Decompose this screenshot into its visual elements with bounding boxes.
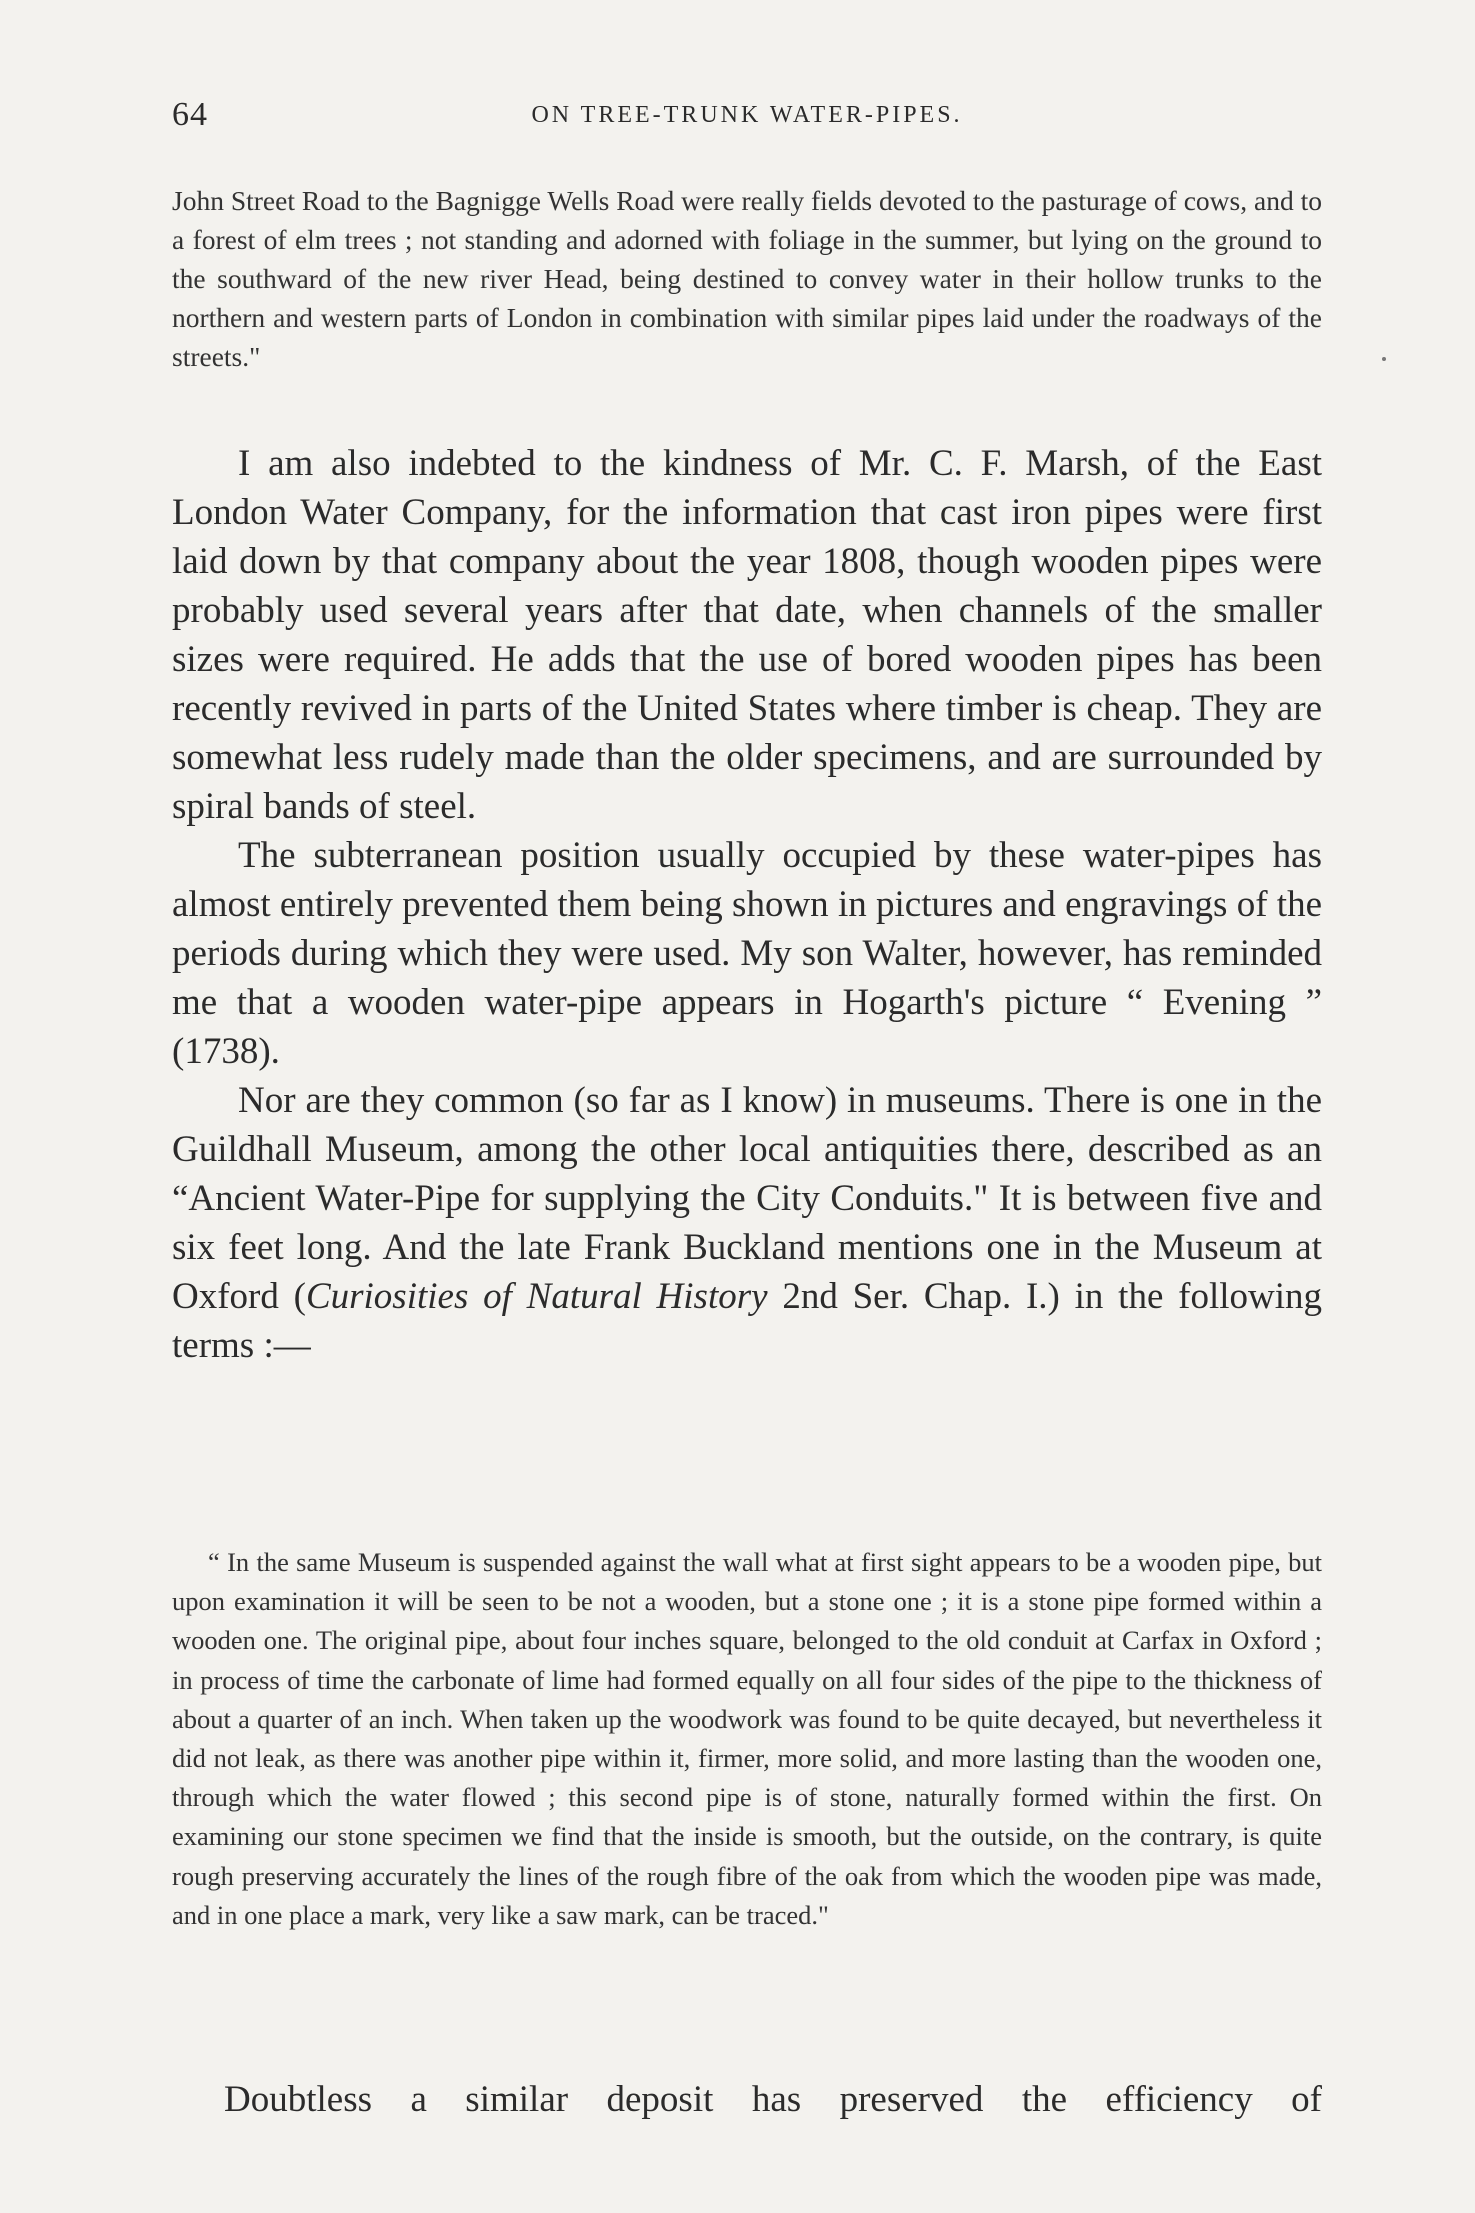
paragraph-museums-text-2: 2nd Ser. Chap. I.) in the following terms :— — [172, 1276, 1322, 1366]
book-title-italic: Curiosities of Natural History — [305, 1276, 768, 1317]
quotation-bottom-text: “ In the same Museum is suspended against the wall what at first sight appears to be a wooden pipe, but upon examination it will be seen to be not a wooden, but a stone one ; it is a stone pipe formed within a wooden one. The original pipe, about four inches square, belonged to the old conduit at Carfax in Oxford ; in process of time the carbonate of lime had formed equally on all four sides of the pipe to the thickness of about a quarter of an inch. When taken up the woodwork was found to be quite decayed, but nevertheless it did not leak, as there was another pipe within it, firmer, more solid, and more lasting than the wooden one, through which the water flowed ; this second pipe is of stone, naturally formed within the first. On examining our stone specimen we find that the inside is smooth, but the outside, on the contrary, is quite rough preserving accurately the lines of the rough fibre of the oak from which the wooden pipe was made, and in one place a mark, very like a saw mark, can be traced." — [172, 1547, 1322, 1930]
main-body-text — [172, 439, 1322, 1370]
paragraph-marsh: I am also indebted to the kindness of Mr. C. F. Marsh, of the East London Water Company, for the information that cast iron pipes were first laid down by that company about the year 1808, though wooden pipes were probably used several years after that date, when channels of the smaller sizes were required. He adds that the use of bored wooden pipes has been recently revived in parts of the United States where timber is cheap. They are somewhat less rudely made than the older specimens, and are surrounded by spiral bands of steel. — [172, 443, 1322, 827]
margin-speck — [1382, 357, 1386, 361]
buckland-quotation — [172, 1543, 1322, 1935]
page-number: 64 — [172, 96, 208, 133]
page-header — [172, 96, 1322, 146]
paragraph-museums — [172, 1076, 1322, 1370]
quotation-continued — [172, 181, 1322, 376]
paragraph-museums-text-1: Nor are they common (so far as I know) in museums. There is one in the Guildhall Museum, among the other local antiquities there, described as an “Ancient Water-Pipe for supplying the City Conduits." It is between five and six feet long. And the late Frank Buckland mentions one in the Museum at Oxford ( — [172, 1080, 1322, 1317]
quotation-top-text: John Street Road to the Bagnigge Wells Road were really fields devoted to the pasturage of cows, and to a forest of elm trees ; not standing and adorned with foliage in the summer, but lying on the ground to the southward of the new river Head, being destined to convey water in their hollow trunks to the northern and western parts of London in combination with similar pipes laid under the roadways of the streets." — [172, 185, 1322, 372]
paragraph-subterranean: The subterranean position usually occupied by these water-pipes has almost entirely prevented them being shown in pictures and engravings of the periods during which they were used. My son Walter, however, has reminded me that a wooden water-pipe appears in Hogarth's picture “ Evening ” (1738). — [172, 835, 1322, 1072]
running-title: ON TREE-TRUNK WATER-PIPES. — [531, 102, 963, 128]
continuation-line: Doubtless a similar deposit has preserved the efficiency of — [224, 2079, 1322, 2120]
